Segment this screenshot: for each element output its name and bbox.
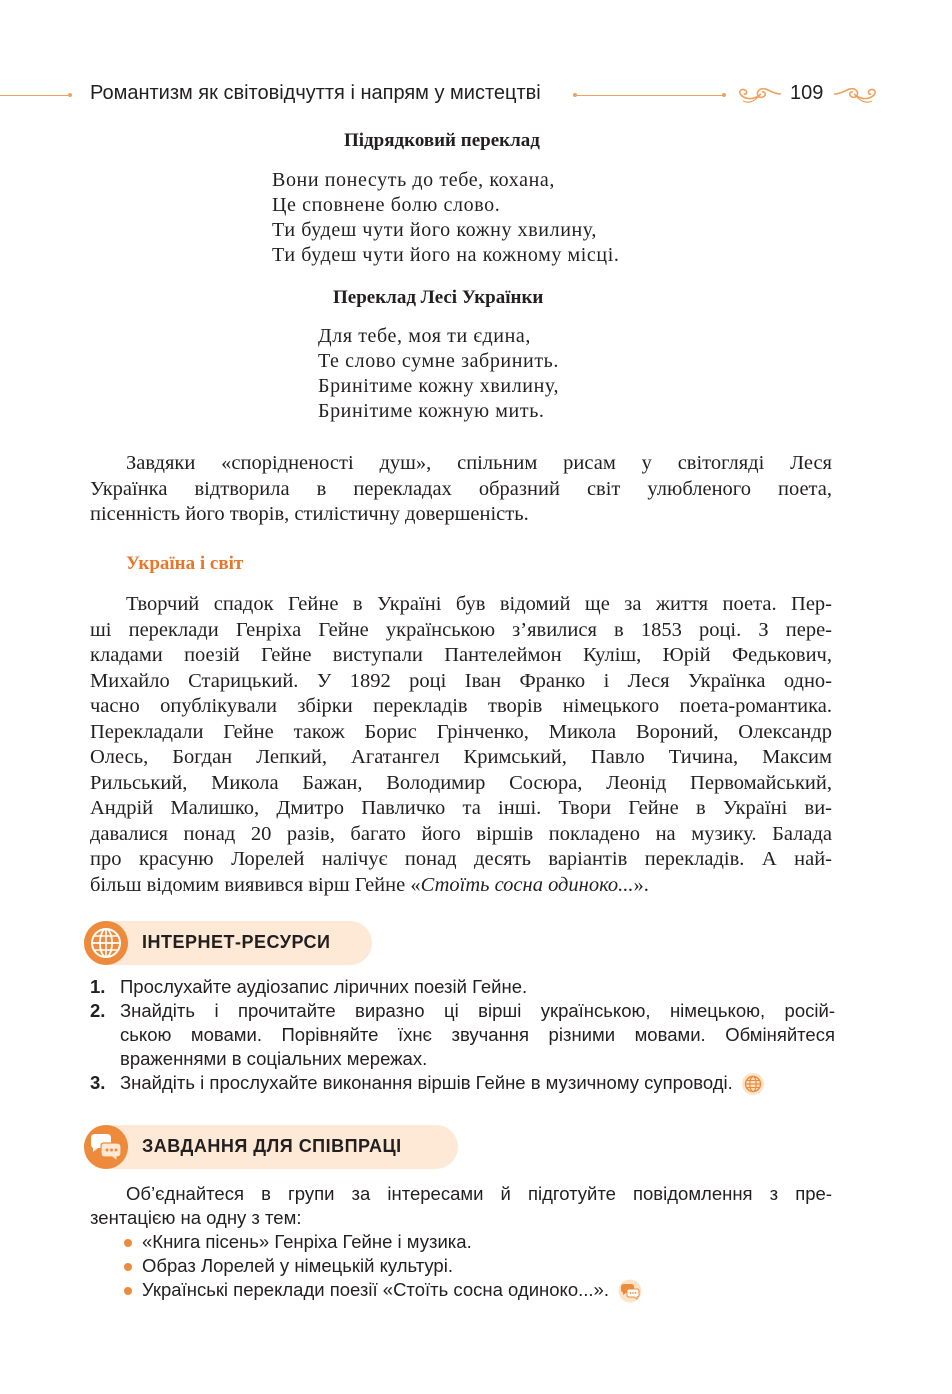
text-line: Об’єднайтеся в групи за інтересами й підготуйте повідомлення з пре-	[126, 1183, 832, 1204]
page-number: 109	[790, 82, 824, 104]
header-rule-dot	[68, 93, 72, 97]
text-line: про красуню Лорелей налічує понад десять варіантів перекладів. А най-	[90, 848, 832, 870]
internet-resources-banner	[84, 921, 372, 965]
interlinear-poem	[272, 168, 619, 268]
poem-line: Вони понесуть до тебе, кохана,	[272, 169, 555, 191]
header-rule-dot	[722, 93, 726, 97]
internet-task-list	[90, 975, 835, 1096]
topic-text: Українські переклади поезії «Стоїть сосна одиноко...».	[142, 1279, 609, 1300]
cooperation-intro	[90, 1182, 832, 1230]
cooperation-tasks-label: ЗАВДАННЯ ДЛЯ СПІВПРАЦІ	[142, 1136, 402, 1156]
list-item	[90, 999, 835, 1071]
text-line: Прослухайте аудіозапис ліричних поезій Гейне.	[120, 976, 528, 997]
globe-icon	[741, 1072, 765, 1096]
text-line: пісенність його творів, стилістичну довершеність.	[90, 503, 529, 525]
text-line: ською мовами. Порівняйте їхнє звучання різними мовами. Обміняйтеся	[120, 1024, 835, 1045]
section-heading-ukraine-world: Україна і світ	[126, 553, 244, 574]
text-line	[120, 1072, 765, 1093]
poem-title-italic: Стоїть сосна одиноко...	[420, 873, 634, 896]
text-line: давалися понад 20 разів, багато його віршів покладено на музику. Балада	[90, 822, 832, 845]
internet-resources-label: ІНТЕРНЕТ-РЕСУРСИ	[142, 932, 331, 952]
list-item	[124, 1254, 824, 1278]
text-line: Перекладали Гейне також Борис Грінченко, Микола Вороний, Олександр	[90, 720, 832, 743]
poem-line: Ти будеш чути його на кожному місці.	[272, 244, 620, 266]
poem-line: Бринітиме кожну хвилину,	[318, 375, 560, 397]
interlinear-heading: Підрядковий переклад	[344, 130, 540, 151]
chat-bubbles-icon	[617, 1279, 643, 1303]
chat-icon-badge	[84, 1125, 128, 1169]
text-line: Творчий спадок Гейне в Україні був відомий ще за життя поета. Пер-	[126, 593, 832, 615]
text-fragment: ».	[633, 873, 649, 896]
header-rule-mid	[575, 95, 725, 96]
globe-icon-badge	[84, 921, 128, 965]
text-line: Рильський, Микола Бажан, Володимир Сосюра, Леонід Первомайський,	[90, 771, 832, 794]
running-header	[0, 78, 952, 112]
text-line: зентацією на одну з тем:	[90, 1207, 302, 1228]
text-fragment: більш відомим виявився вірш Гейне «	[90, 873, 421, 896]
poem-line: Бринітиме кожную мить.	[318, 400, 545, 422]
paragraph-ukraine-world	[90, 592, 832, 898]
list-item	[90, 1071, 835, 1096]
lesya-heading: Переклад Лесі Українки	[333, 287, 544, 308]
list-item	[90, 975, 835, 999]
text-line: Українка відтворила в перекладах образний світ улюбленого поета,	[90, 477, 832, 500]
text-line: кладами поезій Гейне виступали Пантелеймон Куліш, Юрій Федькович,	[90, 644, 832, 666]
text-line: Завдяки «спорідненості душ», спільним рисам у світогляді Леся	[126, 452, 832, 474]
chat-bubbles-icon	[84, 1125, 128, 1169]
text-line: Андрій Малишко, Дмитро Павличко та інші. Твори Гейне в Україні ви-	[90, 797, 832, 819]
text-line: враженнями в соціальних мережах.	[120, 1048, 428, 1069]
item-number: 3.	[90, 1072, 106, 1093]
cooperation-topics	[124, 1230, 824, 1303]
text-line: Олесь, Богдан Лепкий, Агатангел Кримський, Павло Тичина, Максим	[90, 746, 832, 768]
text-line: часно опублікували збірки перекладів творів німецького поета-романтика.	[90, 695, 832, 717]
text-line: ші переклади Генріха Гейне українською з’явилися в 1853 році. З пере-	[90, 618, 832, 641]
text-line: Знайдіть і прочитайте виразно ці вірші українською, німецькою, росій-	[120, 1000, 835, 1021]
topic-text: «Книга пісень» Генріха Гейне і музика.	[142, 1231, 472, 1252]
paragraph-kinship	[90, 451, 832, 528]
list-item	[124, 1230, 824, 1254]
topic-text: Образ Лорелей у німецькій культурі.	[142, 1255, 453, 1276]
text-line	[90, 873, 832, 899]
swirl-ornament-icon	[832, 83, 878, 105]
item-number: 1.	[90, 976, 106, 997]
poem-line: Ти будеш чути його кожну хвилину,	[272, 219, 597, 241]
item-text: Знайдіть і прослухайте виконання віршів Гейне в музичному супроводі.	[120, 1072, 733, 1093]
text-line: Михайло Старицький. У 1892 році Іван Франко і Леся Українка одно-	[90, 669, 832, 692]
swirl-ornament-icon	[737, 83, 783, 105]
header-rule-left	[0, 95, 70, 96]
poem-line: Це сповнене болю слово.	[272, 194, 501, 216]
poem-line: Те слово сумне забринить.	[318, 350, 560, 372]
item-number: 2.	[90, 1000, 106, 1021]
poem-line: Для тебе, моя ти єдина,	[318, 325, 531, 347]
globe-icon	[84, 921, 128, 965]
cooperation-tasks-banner	[84, 1125, 458, 1169]
list-item	[124, 1278, 824, 1303]
header-title: Романтизм як світовідчуття і напрям у мистецтві	[90, 82, 541, 104]
lesya-poem	[318, 324, 559, 424]
